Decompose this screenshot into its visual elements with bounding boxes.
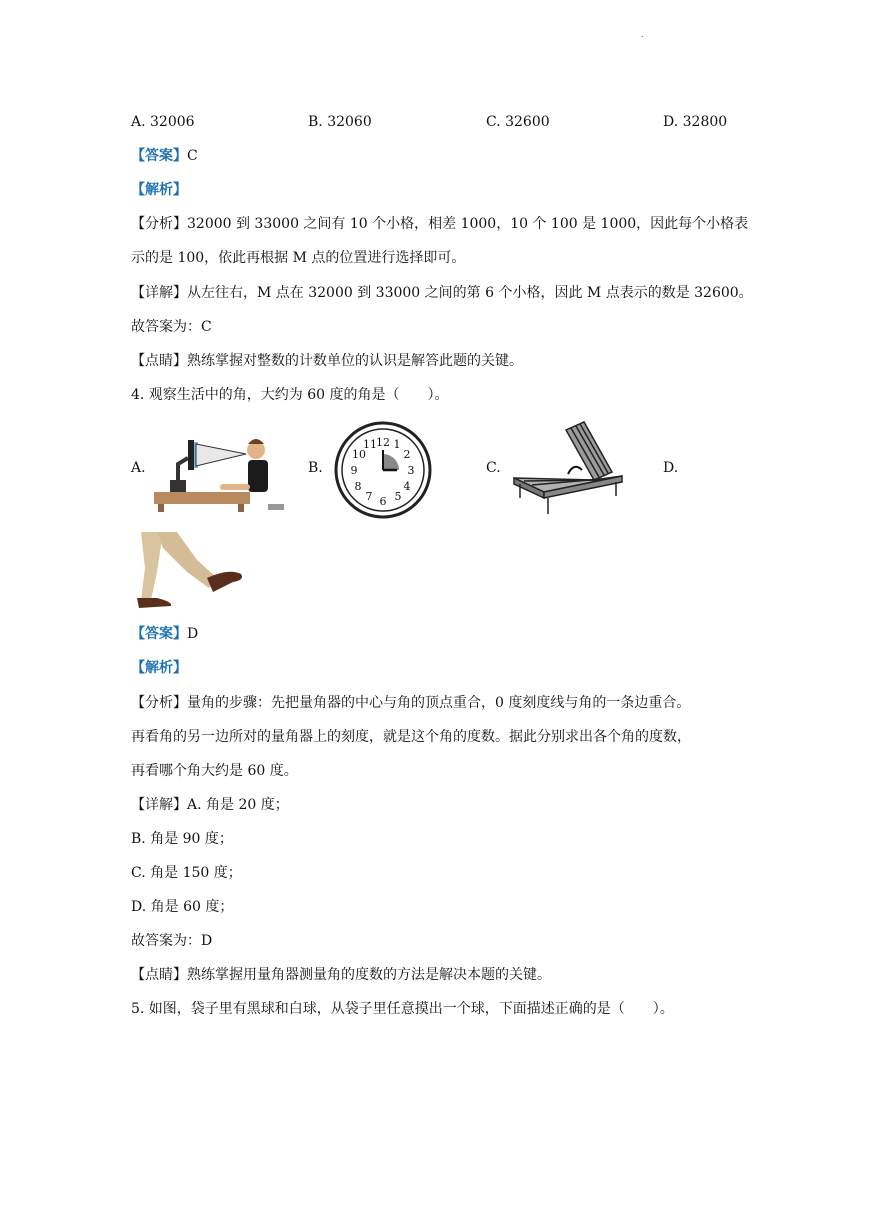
clock-number: 4 — [403, 480, 411, 493]
q5-stem: 5. 如图，袋子里有黑球和白球，从袋子里任意摸出一个球，下面描述正确的是（ ）。 — [131, 1001, 674, 1017]
answer-value: D — [187, 626, 199, 642]
detail-tag: 【详解】 — [131, 285, 187, 301]
q4-fenxi-line-2: 再看角的另一边所对的量角器上的刻度，就是这个角的度数。据此分别求出各个角的度数， — [131, 729, 691, 745]
q3-answer — [131, 146, 198, 166]
q3-conclusion: 故答案为：C — [131, 319, 212, 335]
q4-fenxi-line-1 — [131, 693, 690, 713]
hair — [248, 439, 264, 444]
desk-leg — [238, 504, 244, 512]
lounge-chair-illustration — [508, 420, 628, 520]
q4-detail-d: D. 角是 60 度； — [131, 899, 234, 915]
q4-answer — [131, 624, 198, 644]
clock-number: 3 — [407, 464, 415, 477]
desk-monitor-illustration — [150, 430, 290, 512]
q3-option-a: A. 32006 — [131, 114, 195, 130]
walking-legs-illustration — [133, 532, 247, 612]
clock-number: 12 — [376, 436, 390, 449]
clock-illustration — [333, 420, 433, 520]
view-angle — [196, 444, 246, 466]
q4-fenxi-line-3: 再看哪个角大约是 60 度。 — [131, 763, 298, 779]
q3-fenxi-line-1 — [131, 214, 748, 234]
detail-text: 从左往右，M 点在 32000 到 33000 之间的第 6 个小格，因此 M 点表示的数是 32600。 — [187, 285, 753, 301]
back-shoe — [137, 598, 171, 608]
detail-text: A. 角是 20 度； — [187, 797, 289, 813]
clock-number: 10 — [352, 448, 366, 461]
q4-label-d: D. — [663, 460, 679, 476]
shirt — [248, 460, 268, 492]
desk-top — [154, 492, 250, 504]
clock-number: 1 — [393, 438, 401, 451]
monitor-base — [170, 480, 186, 492]
answer-value: C — [187, 148, 198, 164]
chair — [268, 504, 284, 510]
desk-leg — [158, 504, 164, 512]
analysis-tag: 【解析】 — [131, 182, 187, 198]
q3-tip — [131, 351, 523, 371]
arm — [220, 484, 250, 490]
q4-label-b: B. — [308, 460, 323, 476]
fenxi-tag: 【分析】 — [131, 216, 187, 232]
tip-tag: 【点睛】 — [131, 353, 187, 369]
answer-tag: 【答案】 — [131, 626, 187, 642]
clock-number: 5 — [394, 490, 402, 503]
q3-option-d: D. 32800 — [663, 114, 728, 130]
tip-tag: 【点睛】 — [131, 967, 187, 983]
q4-conclusion: 故答案为：D — [131, 933, 213, 949]
q3-option-b: B. 32060 — [308, 114, 372, 130]
clock-number: 6 — [379, 495, 387, 508]
clock-number: 9 — [350, 464, 358, 477]
q3-analysis-heading — [131, 180, 187, 200]
q4-label-a: A. — [131, 460, 146, 476]
q3-fenxi-line-2: 示的是 100，依此再根据 M 点的位置进行选择即可。 — [131, 250, 466, 266]
fenxi-text: 量角的步骤：先把量角器的中心与角的顶点重合，0 度刻度线与角的一条边重合。 — [187, 695, 691, 711]
fenxi-tag: 【分析】 — [131, 695, 187, 711]
q3-detail — [131, 283, 753, 303]
q4-detail-b: B. 角是 90 度； — [131, 831, 233, 847]
monitor-icon — [188, 440, 194, 470]
tip-text: 熟练掌握用量角器测量角的度数的方法是解决本题的关键。 — [187, 967, 551, 983]
clock-number: 11 — [363, 438, 377, 451]
q4-detail-c: C. 角是 150 度； — [131, 865, 242, 881]
answer-tag: 【答案】 — [131, 148, 187, 164]
clock-number: 2 — [403, 448, 411, 461]
q4-analysis-heading — [131, 658, 187, 678]
detail-tag: 【详解】 — [131, 797, 187, 813]
q4-label-c: C. — [486, 460, 501, 476]
back-leg — [141, 532, 163, 600]
q4-stem: 4. 观察生活中的角，大约为 60 度的角是（ ）。 — [131, 387, 449, 403]
monitor-arm — [178, 458, 188, 480]
fenxi-text: 32000 到 33000 之间有 10 个小格，相差 1000，10 个 100 是 1000，因此每个小格表 — [187, 216, 749, 232]
q3-option-c: C. 32600 — [486, 114, 550, 130]
clock-number: 8 — [354, 480, 362, 493]
analysis-tag: 【解析】 — [131, 660, 187, 676]
clock-number: 7 — [365, 490, 373, 503]
header-mark: . — [641, 30, 644, 39]
tip-text: 熟练掌握对整数的计数单位的认识是解答此题的关键。 — [187, 353, 523, 369]
q4-detail — [131, 795, 289, 815]
q4-tip — [131, 965, 551, 985]
angle-arc — [568, 467, 582, 474]
